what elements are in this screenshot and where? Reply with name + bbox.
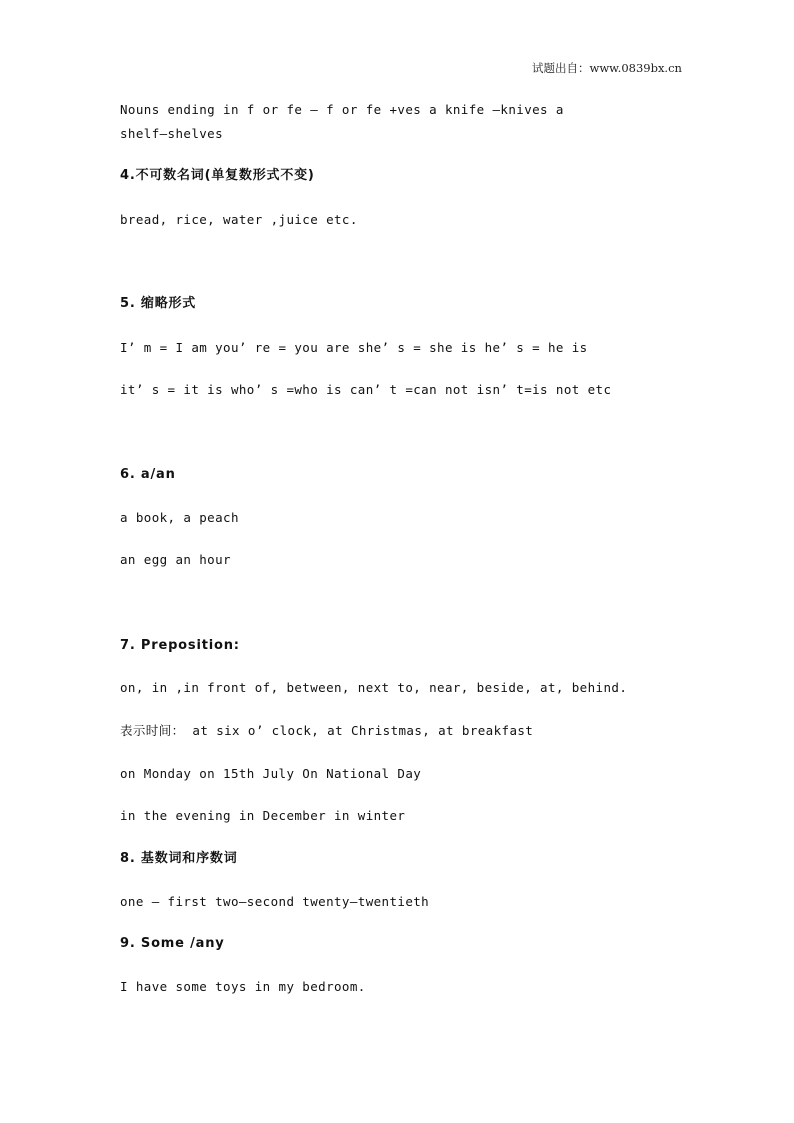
section-9-line-1: I have some toys in my bedroom. — [120, 979, 366, 994]
section-6-heading: 6. a/an — [120, 467, 176, 482]
section-6-line-1: a book, a peach — [120, 510, 239, 525]
section-8-heading: 8. 基数词和序数词 — [120, 851, 238, 866]
section-5-line-2: it’ s = it is who’ s =who is can’ t =can not isn’ t=is not etc — [120, 382, 612, 397]
section-7-heading: 7. Preposition: — [120, 638, 240, 653]
section-7-line-4: in the evening in December in winter — [120, 808, 406, 823]
section-5-line-1: I’ m = I am you’ re = you are she’ s = she is he’ s = he is — [120, 340, 588, 355]
section-7-line-2: 表示时间： at six o’ clock, at Christmas, at breakfast — [120, 723, 534, 738]
section-7-line-1: on, in ,in front of, between, next to, near, beside, at, behind. — [120, 680, 628, 695]
section-5-heading: 5. 缩略形式 — [120, 296, 197, 311]
section-8-line-1: one – first two–second twenty–twentieth — [120, 894, 430, 909]
nouns-f-rule-line-1: Nouns ending in f or fe – f or fe +ves a knife –knives a — [120, 102, 564, 117]
section-9-heading: 9. Some /any — [120, 936, 225, 951]
section-4-heading: 4.不可数名词(单复数形式不变) — [120, 168, 315, 183]
section-4-examples: bread, rice, water ,juice etc. — [120, 212, 358, 227]
source-header: 试题出自：www.0839bx.cn — [532, 61, 682, 75]
section-6-line-2: an egg an hour — [120, 552, 231, 567]
section-7-line-3: on Monday on 15th July On National Day — [120, 766, 422, 781]
nouns-f-rule-line-2: shelf–shelves — [120, 126, 224, 141]
